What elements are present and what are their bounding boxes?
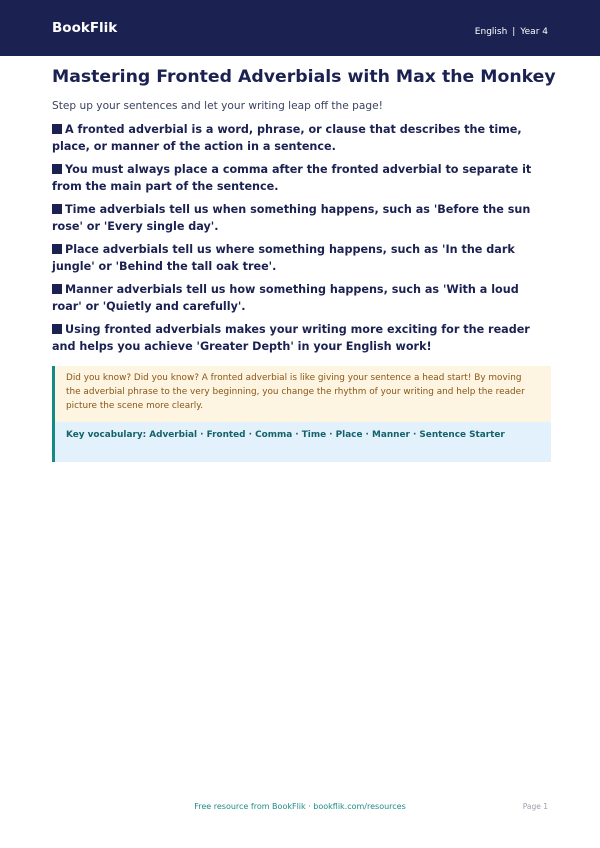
site-header <box>0 0 600 56</box>
key-point-text: Time adverbials tell us when something happens, such as 'Before the sun rose' or 'Every single day'. <box>52 203 531 233</box>
page-title: Mastering Fronted Adverbials with Max the Monkey <box>52 67 556 87</box>
square-bullet-icon <box>52 284 62 294</box>
meta-separator: | <box>512 27 516 37</box>
brand-logo[interactable]: BookFlik <box>52 20 118 36</box>
key-point-text: You must always place a comma after the fronted adverbial to separate it from the main part of the sentence. <box>52 163 532 193</box>
key-point-text: A fronted adverbial is a word, phrase, or clause that describes the time, place, or manner of the action in a sentence. <box>52 123 522 153</box>
key-point <box>52 321 548 355</box>
footer-resource-link[interactable]: Free resource from BookFlik · bookflik.com/resources <box>194 802 406 811</box>
page-number: Page 1 <box>522 802 548 811</box>
key-point <box>52 281 548 315</box>
square-bullet-icon <box>52 244 62 254</box>
did-you-know-panel: Did you know? Did you know? A fronted adverbial is like giving your sentence a head start! By moving the adverbial phrase to the very beginning, you change the rhythm of your writing and help the reader picture the scene more clearly. <box>55 366 551 422</box>
key-point <box>52 121 548 155</box>
year-label: Year 4 <box>520 27 548 37</box>
callout-box <box>52 366 551 462</box>
key-point-text: Place adverbials tell us where something happens, such as 'In the dark jungle' or 'Behind the tall oak tree'. <box>52 243 515 273</box>
key-point <box>52 241 548 275</box>
header-meta <box>475 28 548 37</box>
key-points-list <box>52 121 548 361</box>
square-bullet-icon <box>52 324 62 334</box>
square-bullet-icon <box>52 124 62 134</box>
subject-label: English <box>474 27 508 37</box>
square-bullet-icon <box>52 164 62 174</box>
key-point-text: Using fronted adverbials makes your writing more exciting for the reader and helps you achieve 'Greater Depth' in your English work! <box>52 323 530 353</box>
key-point-text: Manner adverbials tell us how something happens, such as 'With a loud roar' or 'Quietly and carefully'. <box>52 283 519 313</box>
page-subtitle: Step up your sentences and let your writing leap off the page! <box>52 100 383 112</box>
key-point <box>52 161 548 195</box>
key-vocabulary-panel: Key vocabulary: Adverbial · Fronted · Comma · Time · Place · Manner · Sentence Starter <box>55 422 551 462</box>
key-point <box>52 201 548 235</box>
square-bullet-icon <box>52 204 62 214</box>
